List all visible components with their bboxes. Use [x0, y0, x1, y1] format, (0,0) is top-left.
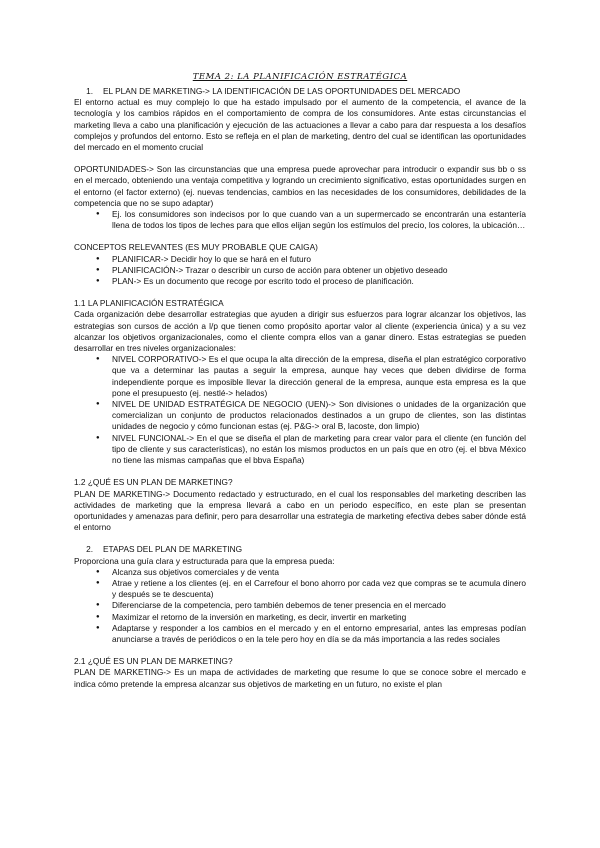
section-1-number: 1. [86, 86, 93, 96]
conceptos-heading: CONCEPTOS RELEVANTES (ES MUY PROBABLE QUE CAIGA) [74, 242, 318, 253]
list-item: ● Diferenciarse de la competencia, pero también debemos de tener presencia en el mercado [112, 600, 526, 611]
section-1-1-paragraph: Cada organización debe desarrollar estrategias que ayuden a dirigir sus esfuerzos para lograr alcanzar los objetivos, las estrategias son cursos de acción a l/p que tienen como propósito aportar valor al cliente (experiencia única) y a su vez alcanzar los objetivos organizacionales, como el cliente compra ellos van a ganar dinero. Estas estrategias se pueden desarrollar en tres niveles organizacionales: [74, 309, 526, 354]
list-item: ● Atrae y retiene a los clientes (ej. en el Carrefour el bono ahorro por cada vez que compras se te acumula dinero y después se te descuenta) [112, 578, 526, 600]
section-1-title: EL PLAN DE MARKETING-> LA IDENTIFICACIÓN DE LAS OPORTUNIDADES DEL MERCADO [103, 86, 461, 96]
list-item: ● NIVEL DE UNIDAD ESTRATÉGICA DE NEGOCIO (UEN)-> Son divisiones o unidades de la organización que comercializan un conjunto de productos relacionados destinados a un grupo de clientes, son las distintas unidades de negocio y cómo funcionan estas (ej. P&G-> oral B, lacoste, don limpio) [112, 399, 526, 433]
document-title: TEMA 2: LA PLANIFICACIÓN ESTRATÉGICA [192, 72, 408, 82]
section-2-heading [70, 544, 526, 555]
list-item: ● Ej. los consumidores son indecisos por lo que cuando van a un supermercado se encontrarán una estantería llena de todos los tipos de leches para que ellos elijan según los estímulos del precio, los colores, la ubicación… [112, 209, 526, 231]
list-item: ● Alcanza sus objetivos comerciales y de venta [112, 567, 526, 578]
section-2-number: 2. [86, 544, 93, 555]
list-item: ● NIVEL FUNCIONAL-> En el que se diseña el plan de marketing para crear valor para el cliente (en función del tipo de cliente y sus características), no están los mismos productos en un país que en otro (ej. el bbva México no tiene las mismas campañas que el bbva España) [112, 433, 526, 467]
etapas-list [74, 567, 526, 645]
section-1-paragraph: El entorno actual es muy complejo lo que ha estado impulsado por el aumento de la competencia, el avance de la tecnología y los cambios rápidos en el comportamiento de compra de los consumidores. Ante estas circunstancias el marketing lleva a cabo una planificación y ejecución de las actuaciones a llevar a cabo para dar respuesta a los desafíos complejos y profundos del entorno. Esto se refleja en el plan de marketing, dentro del cual se identifican las oportunidades del mercado en el momento crucial [74, 97, 526, 153]
list-item: ● PLAN-> Es un documento que recoge por escrito todo el proceso de planificación. [112, 276, 526, 287]
section-1-2-heading: 1.2 ¿QUÉ ES UN PLAN DE MARKETING? [74, 477, 233, 488]
list-item: ● Maximizar el retorno de la inversión en marketing, es decir, invertir en marketing [112, 612, 526, 623]
section-1-1-heading: 1.1 LA PLANIFICACIÓN ESTRATÉGICA [74, 298, 224, 309]
list-item: ● PLANIFICAR-> Decidir hoy lo que se hará en el futuro [112, 254, 526, 265]
conceptos-list [74, 254, 526, 288]
oportunidades-paragraph: OPORTUNIDADES-> Son las circunstancias que una empresa puede aprovechar para introducir o expandir sus bb o ss en el mercado, obteniendo una ventaja competitiva y logrando un crecimiento significativo, estas oportunidades surgen en el entorno (el factor externo) (ej. nuevas tendencias, cambios en las necesidades de los consumidores, debilidades de la competencia que no se supo adaptar) [74, 164, 526, 208]
list-item: ● Adaptarse y responder a los cambios en el mercado y en el entorno empresarial, antes las empresas podían anunciarse a través de periódicos o en la tele pero hoy en día se da más importancia a las redes sociales [112, 623, 526, 645]
section-2-1-heading: 2.1 ¿QUÉ ES UN PLAN DE MARKETING? [74, 656, 233, 667]
document-body [74, 86, 526, 690]
list-item: ● PLANIFICACIÓN-> Trazar o describir un curso de acción para obtener un objetivo deseado [112, 265, 526, 276]
section-2-1-paragraph: PLAN DE MARKETING-> Es un mapa de actividades de marketing que resume lo que se conoce sobre el mercado e indica cómo pretende la empresa alcanzar sus objetivos de marketing en un futuro, no existe el plan [74, 667, 526, 689]
section-1-2-paragraph: PLAN DE MARKETING-> Documento redactado y estructurado, en el cual los responsables del marketing describen las actividades de marketing que la empresa llevará a cabo en un periodo específico, en este plan se presentan oportunidades y amenazas para definir, pero para desarrollar una estrategia de marketing efectiva debes saber dónde está el entorno [74, 488, 527, 533]
list-item: ● NIVEL CORPORATIVO-> Es el que ocupa la alta dirección de la empresa, diseña el plan estratégico corporativo que va a determinar las pautas a seguir la empresa, aunque hay veces que deben dividirse de forma independiente porque es imposible llevar la dirección general de la empresa, aunque esta empresa es la que pone el presupuesto (ej. nestlé-> helados) [112, 354, 526, 399]
section-2-title: ETAPAS DEL PLAN DE MARKETING [103, 544, 243, 555]
oportunidades-list [74, 209, 526, 231]
niveles-list [74, 354, 526, 466]
section-2-intro: Proporciona una guía clara y estructurada para que la empresa pueda: [74, 555, 335, 566]
section-1-heading [70, 86, 526, 97]
